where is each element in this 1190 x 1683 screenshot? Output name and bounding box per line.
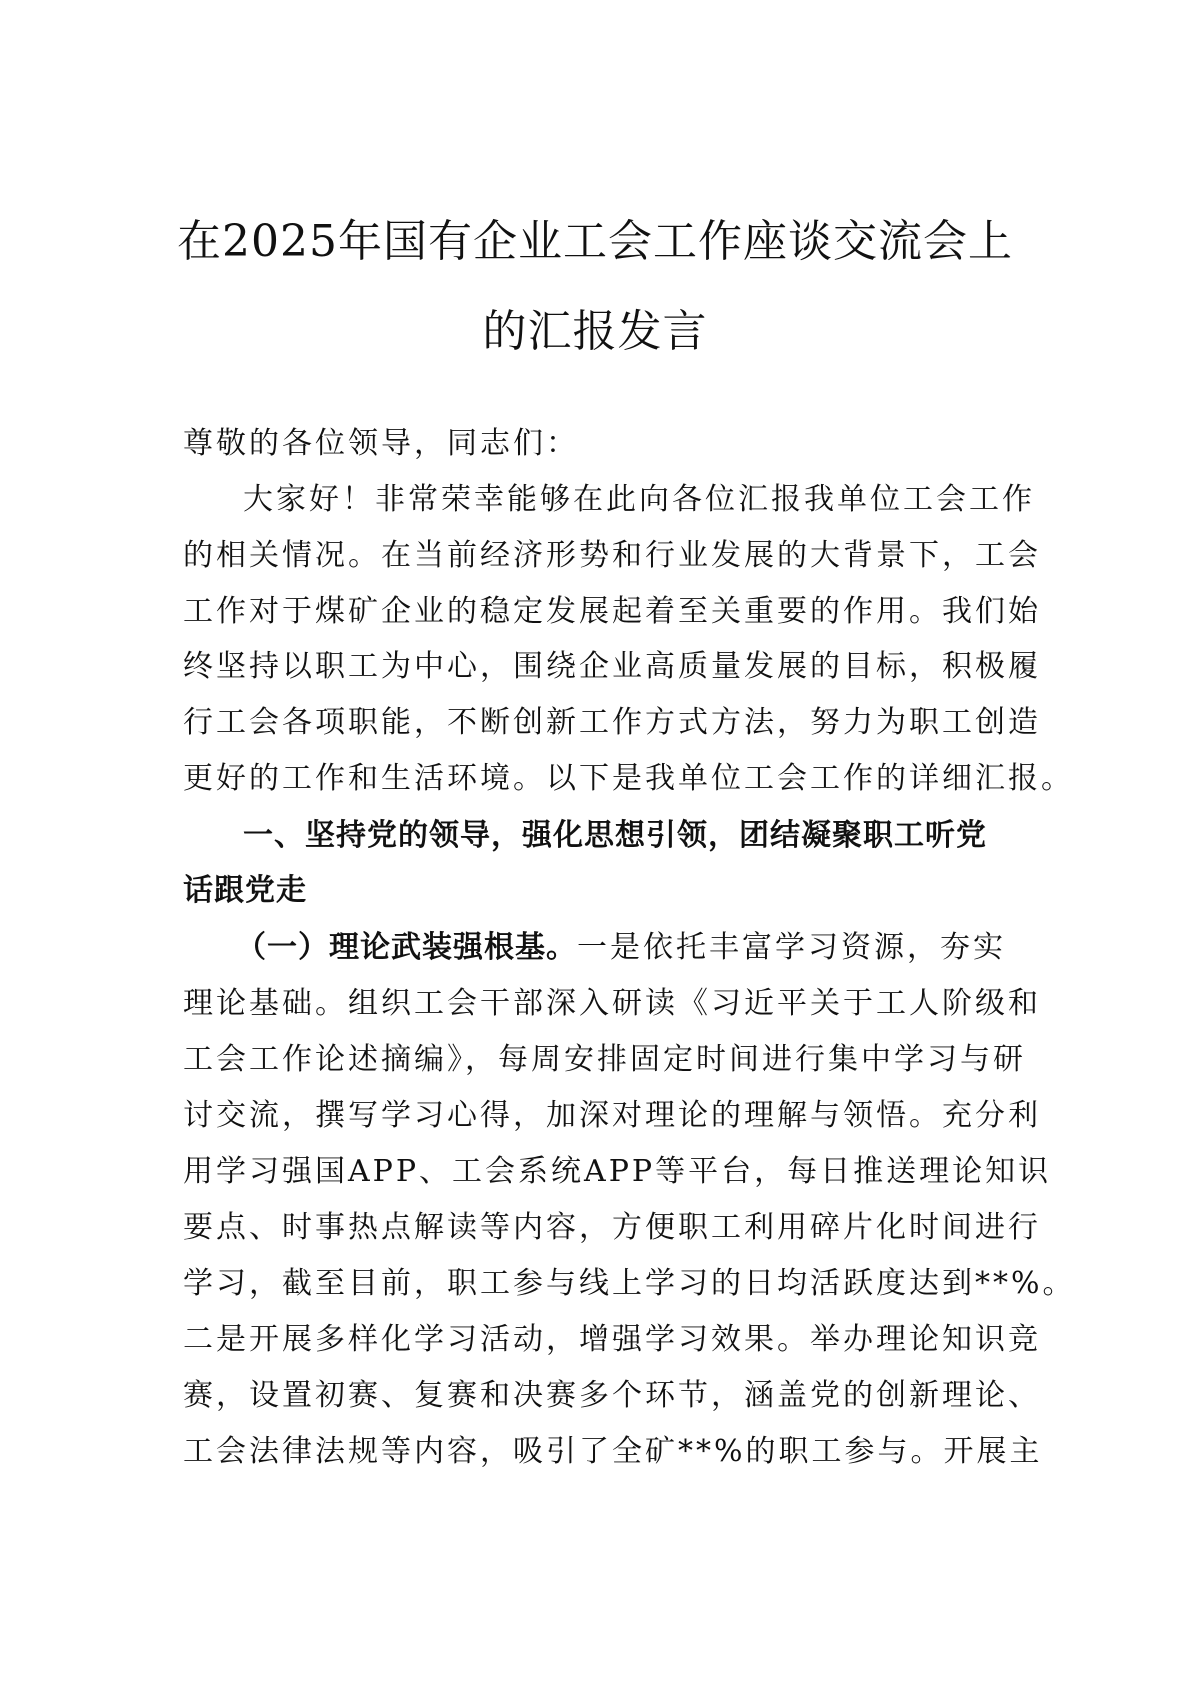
intro-line-6: 更好的工作和生活环境。以下是我单位工会工作的详细汇报。 bbox=[183, 761, 1074, 796]
section-1-heading-line-2: 话跟党走 bbox=[183, 873, 307, 908]
section-1-heading-line-1: 一、坚持党的领导，强化思想引领，团结凝聚职工听党 bbox=[243, 818, 987, 853]
document-title-line-1: 在2025年国有企业工会工作座谈交流会上 bbox=[177, 216, 1013, 267]
salutation: 尊敬的各位领导，同志们： bbox=[183, 426, 579, 461]
subsection-1-line-6: 要点、时事热点解读等内容，方便职工利用碎片化时间进行 bbox=[183, 1210, 1041, 1245]
intro-line-1: 大家好！非常荣幸能够在此向各位汇报我单位工会工作 bbox=[243, 482, 1035, 517]
subsection-1-line-7: 学习，截至目前，职工参与线上学习的日均活跃度达到**%。 bbox=[183, 1266, 1076, 1301]
subsection-1-first-line bbox=[236, 918, 1018, 978]
subsection-1-first-line-rest: 一是依托丰富学习资源，夯实 bbox=[577, 930, 1006, 965]
intro-line-3: 工作对于煤矿企业的稳定发展起着至关重要的作用。我们始 bbox=[183, 594, 1041, 629]
subsection-1-line-3: 工会工作论述摘编》，每周安排固定时间进行集中学习与研 bbox=[183, 1042, 1026, 1077]
subsection-1-line-9: 赛，设置初赛、复赛和决赛多个环节，涵盖党的创新理论、 bbox=[183, 1378, 1041, 1413]
subsection-1-line-4: 讨交流，撰写学习心得，加深对理论的理解与领悟。充分利 bbox=[183, 1098, 1041, 1133]
subsection-1-line-8: 二是开展多样化学习活动，增强学习效果。举办理论知识竞 bbox=[183, 1322, 1041, 1357]
subsection-1-line-5: 用学习强国APP、工会系统APP等平台，每日推送理论知识 bbox=[183, 1154, 1052, 1189]
intro-line-4: 终坚持以职工为中心，围绕企业高质量发展的目标，积极履 bbox=[183, 649, 1041, 684]
subsection-1-line-10: 工会法律法规等内容，吸引了全矿**%的职工参与。开展主 bbox=[183, 1434, 1043, 1469]
subsection-1-line-2: 理论基础。组织工会干部深入研读《习近平关于工人阶级和 bbox=[183, 986, 1041, 1021]
document-title-line-2: 的汇报发言 bbox=[482, 306, 708, 357]
intro-line-5: 行工会各项职能，不断创新工作方式方法，努力为职工创造 bbox=[183, 705, 1041, 740]
intro-line-2: 的相关情况。在当前经济形势和行业发展的大背景下，工会 bbox=[183, 538, 1041, 573]
subsection-1-heading: （一）理论武装强根基。 bbox=[236, 930, 577, 965]
